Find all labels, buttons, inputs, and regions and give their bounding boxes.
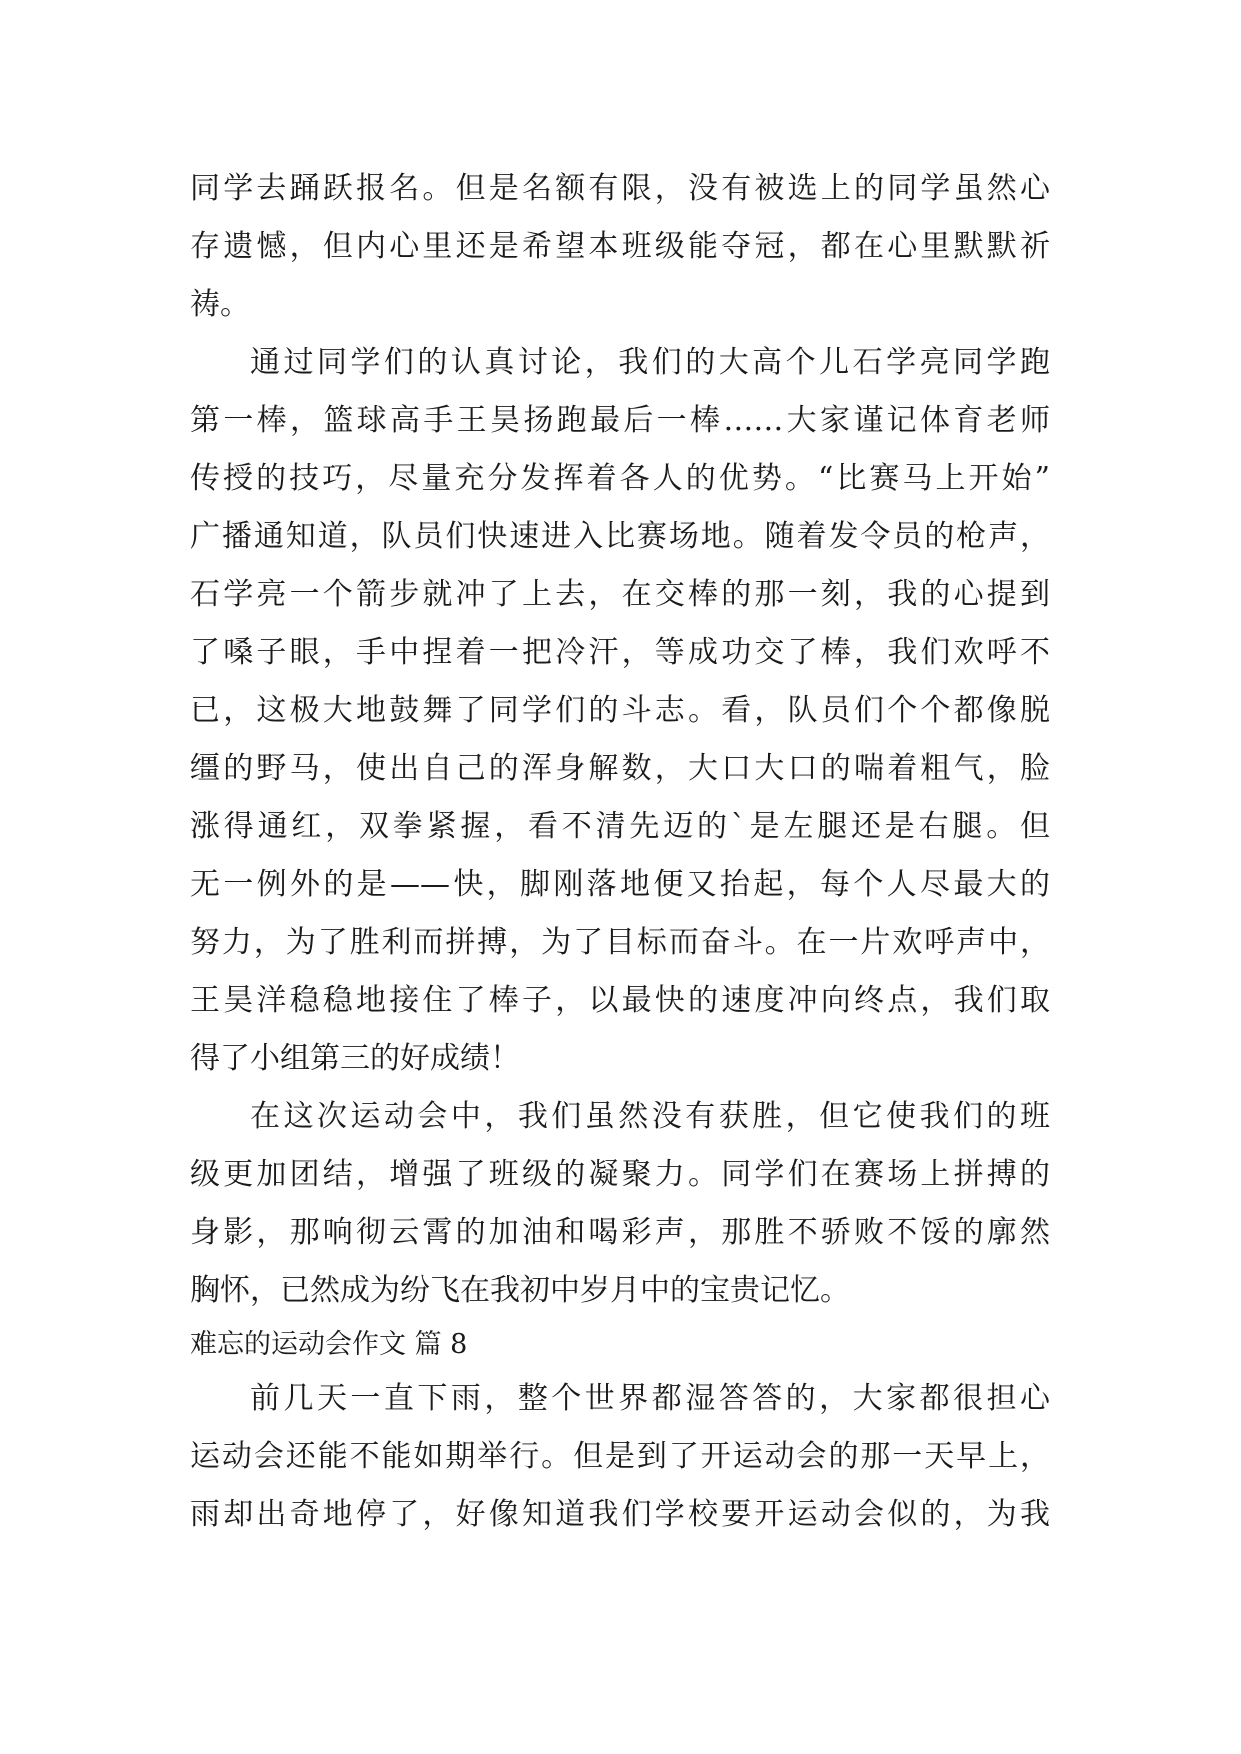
text-line: 前几天一直下雨，整个世界都湿答答的，大家都很担心 xyxy=(250,1381,1050,1416)
text-line: 无一例外的是——快，脚刚落地便又抬起，每个人尽最大的 xyxy=(190,867,1050,902)
paragraph-article-8-opening xyxy=(190,1370,1050,1544)
text-line: 了嗓子眼，手中捏着一把冷汗，等成功交了棒，我们欢呼不 xyxy=(190,635,1050,670)
text-line: 第一棒，篮球高手王昊扬跑最后一棒……大家谨记体育老师 xyxy=(190,403,1050,438)
text-line: 努力，为了胜利而拼搏，为了目标而奋斗。在一片欢呼声中， xyxy=(190,925,1050,960)
paragraph-reflection xyxy=(190,1088,1050,1320)
text-line: 已，这极大地鼓舞了同学们的斗志。看，队员们个个都像脱 xyxy=(190,693,1050,728)
document-body xyxy=(190,160,1050,1544)
text-line: 同学去踊跃报名。但是名额有限，没有被选上的同学虽然心 xyxy=(190,171,1050,206)
text-line: 运动会还能不能如期举行。但是到了开运动会的那一天早上， xyxy=(190,1439,1050,1474)
text-line: 涨得通红，双拳紧握，看不清先迈的`是左腿还是右腿。但 xyxy=(190,809,1050,844)
text-line: 存遗憾，但内心里还是希望本班级能夺冠，都在心里默默祈 xyxy=(190,229,1050,264)
text-line: 胸怀，已然成为纷飞在我初中岁月中的宝贵记忆。 xyxy=(190,1273,850,1308)
text-line: 祷。 xyxy=(190,287,250,322)
section-heading: 难忘的运动会作文 篇 8 xyxy=(190,1329,468,1360)
text-line: 广播通知道，队员们快速进入比赛场地。随着发令员的枪声， xyxy=(190,519,1050,554)
text-line: 王昊洋稳稳地接住了棒子，以最快的速度冲向终点，我们取 xyxy=(190,983,1050,1018)
text-line: 缰的野马，使出自己的浑身解数，大口大口的喘着粗气，脸 xyxy=(190,751,1050,786)
text-line: 在这次运动会中，我们虽然没有获胜，但它使我们的班 xyxy=(250,1099,1050,1134)
paragraph-relay-race xyxy=(190,334,1050,1088)
text-line: 级更加团结，增强了班级的凝聚力。同学们在赛场上拼搏的 xyxy=(190,1157,1050,1192)
text-line: 身影，那响彻云霄的加油和喝彩声，那胜不骄败不馁的廓然 xyxy=(190,1215,1050,1250)
text-line: 通过同学们的认真讨论，我们的大高个儿石学亮同学跑 xyxy=(250,345,1050,380)
text-line: 传授的技巧，尽量充分发挥着各人的优势。“比赛马上开始” xyxy=(190,461,1050,496)
text-line: 得了小组第三的好成绩！ xyxy=(190,1041,520,1076)
paragraph-continuation xyxy=(190,160,1050,334)
text-line: 石学亮一个箭步就冲了上去，在交棒的那一刻，我的心提到 xyxy=(190,577,1050,612)
text-line: 雨却出奇地停了，好像知道我们学校要开运动会似的，为我 xyxy=(190,1497,1050,1532)
